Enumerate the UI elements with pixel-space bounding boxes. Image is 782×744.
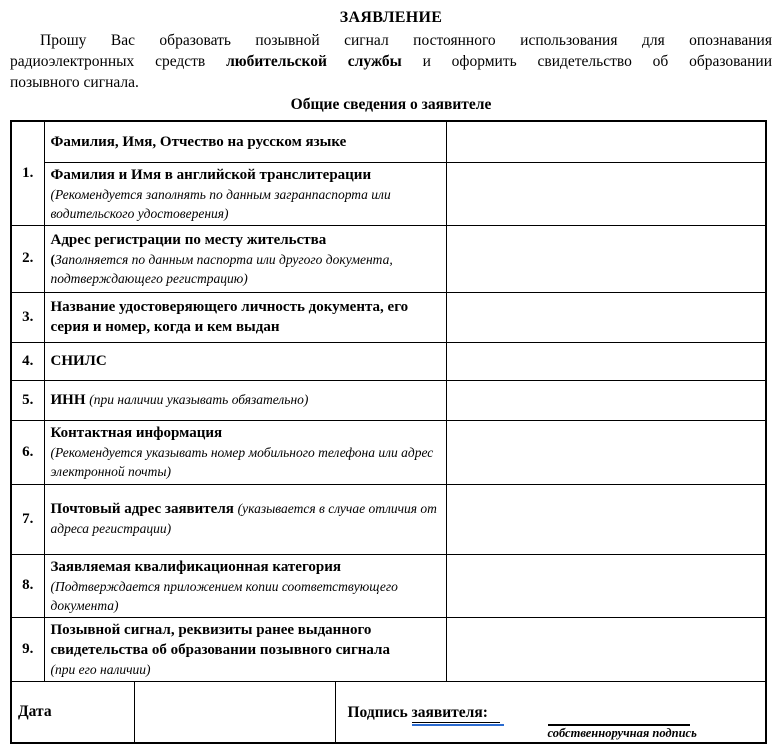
- document-title: ЗАЯВЛЕНИЕ: [339, 9, 443, 26]
- section-heading: Общие сведения о заявителе: [290, 96, 492, 113]
- field-label-cell: [44, 380, 446, 420]
- value-input-cell[interactable]: [446, 380, 766, 420]
- row-number-cell: 4.: [11, 342, 44, 380]
- field-note: (Заполняется по данным паспорта или другого документа, подтверждающего регистрацию): [50, 251, 393, 286]
- field-label: ИНН: [50, 392, 86, 408]
- row-postal-address: [11, 484, 766, 554]
- row-footer: [11, 681, 766, 743]
- field-label-cell: [44, 484, 446, 554]
- row-fio-russian: [11, 121, 766, 162]
- signature-area: [342, 684, 760, 740]
- signature-label: Подпись заявителя:: [348, 704, 504, 726]
- field-label-cell: [44, 554, 446, 617]
- intro-line-2: радиоэлектронных средств любительской службы и оформить свидетельство об образовании: [10, 53, 772, 70]
- row-number-cell: 1.: [11, 121, 44, 225]
- field-label: Заявляемая квалификационная категория: [50, 558, 342, 575]
- row-callsign-previous: [11, 617, 766, 681]
- row-number-cell: 6.: [11, 420, 44, 484]
- row-inn: [11, 380, 766, 420]
- applicant-info-table: [10, 120, 767, 744]
- field-label: Контактная информация: [50, 425, 223, 441]
- row-number-cell: 7.: [11, 484, 44, 554]
- field-label-cell: [44, 162, 446, 225]
- field-note: (Рекомендуется заполнять по данным загранпаспорта или водительского удостоверения): [50, 186, 391, 221]
- row-snils: [11, 342, 766, 380]
- field-note: (Рекомендуется указывать номер мобильного телефона или адрес электронной почты): [50, 445, 434, 479]
- row-number-cell: 3.: [11, 292, 44, 342]
- field-label: Название удостоверяющего личность документа, его серия и номер, когда и кем выдан: [50, 299, 409, 335]
- signature-line-block: [547, 724, 697, 740]
- row-number-cell: 9.: [11, 617, 44, 681]
- field-label-cell: [44, 225, 446, 292]
- field-label: Фамилия и Имя в английской транслитерации: [50, 166, 372, 183]
- field-label-cell: [44, 617, 446, 681]
- value-input-cell[interactable]: [446, 342, 766, 380]
- signature-caption: собственноручная подпись: [547, 725, 697, 740]
- field-label: Почтовый адрес заявителя: [50, 501, 234, 517]
- field-label: Адрес регистрации по месту жительства: [50, 231, 327, 248]
- field-label-cell: [44, 342, 446, 380]
- intro-line-1: Прошу Вас образовать позывной сигнал постоянного использования для опознавания: [40, 32, 772, 49]
- field-note: (Подтверждается приложением копии соответствующего документа): [50, 578, 398, 613]
- row-number-cell: 2.: [11, 225, 44, 292]
- signature-cell: [335, 681, 766, 743]
- intro-line-3: позывного сигнала.: [10, 74, 139, 91]
- value-input-cell[interactable]: [446, 617, 766, 681]
- row-address-registration: [11, 225, 766, 292]
- signature-underline[interactable]: [412, 704, 504, 726]
- field-label-cell: [44, 121, 446, 162]
- field-note: (при наличии указывать обязательно): [89, 392, 309, 407]
- value-input-cell[interactable]: [446, 420, 766, 484]
- row-fio-translit: [11, 162, 766, 225]
- field-label: Позывной сигнал, реквизиты ранее выданного свидетельства об образовании позывного сигнала: [50, 621, 390, 658]
- value-input-cell[interactable]: [446, 484, 766, 554]
- field-label: СНИЛС: [50, 353, 107, 369]
- intro-paragraph: [10, 30, 772, 93]
- intro-bold-phrase: любительской службы: [226, 53, 402, 70]
- value-input-cell[interactable]: [446, 554, 766, 617]
- row-identity-document: [11, 292, 766, 342]
- field-label-cell: [44, 292, 446, 342]
- value-input-cell[interactable]: [446, 225, 766, 292]
- date-label-cell: Дата: [11, 681, 134, 743]
- field-note: (указывается в случае отличия от адреса регистрации): [50, 501, 437, 536]
- field-note: (при его наличии): [50, 661, 151, 677]
- value-input-cell[interactable]: [446, 162, 766, 225]
- row-qualification-category: [11, 554, 766, 617]
- value-input-cell[interactable]: [446, 121, 766, 162]
- row-number-cell: 8.: [11, 554, 44, 617]
- signature-applicant-word: заявителя:: [412, 704, 500, 723]
- value-input-cell[interactable]: [446, 292, 766, 342]
- row-contact-info: [11, 420, 766, 484]
- field-label-cell: [44, 420, 446, 484]
- field-label: Фамилия, Имя, Отчество на русском языке: [50, 133, 347, 150]
- date-value-cell[interactable]: [134, 681, 335, 743]
- row-number-cell: 5.: [11, 380, 44, 420]
